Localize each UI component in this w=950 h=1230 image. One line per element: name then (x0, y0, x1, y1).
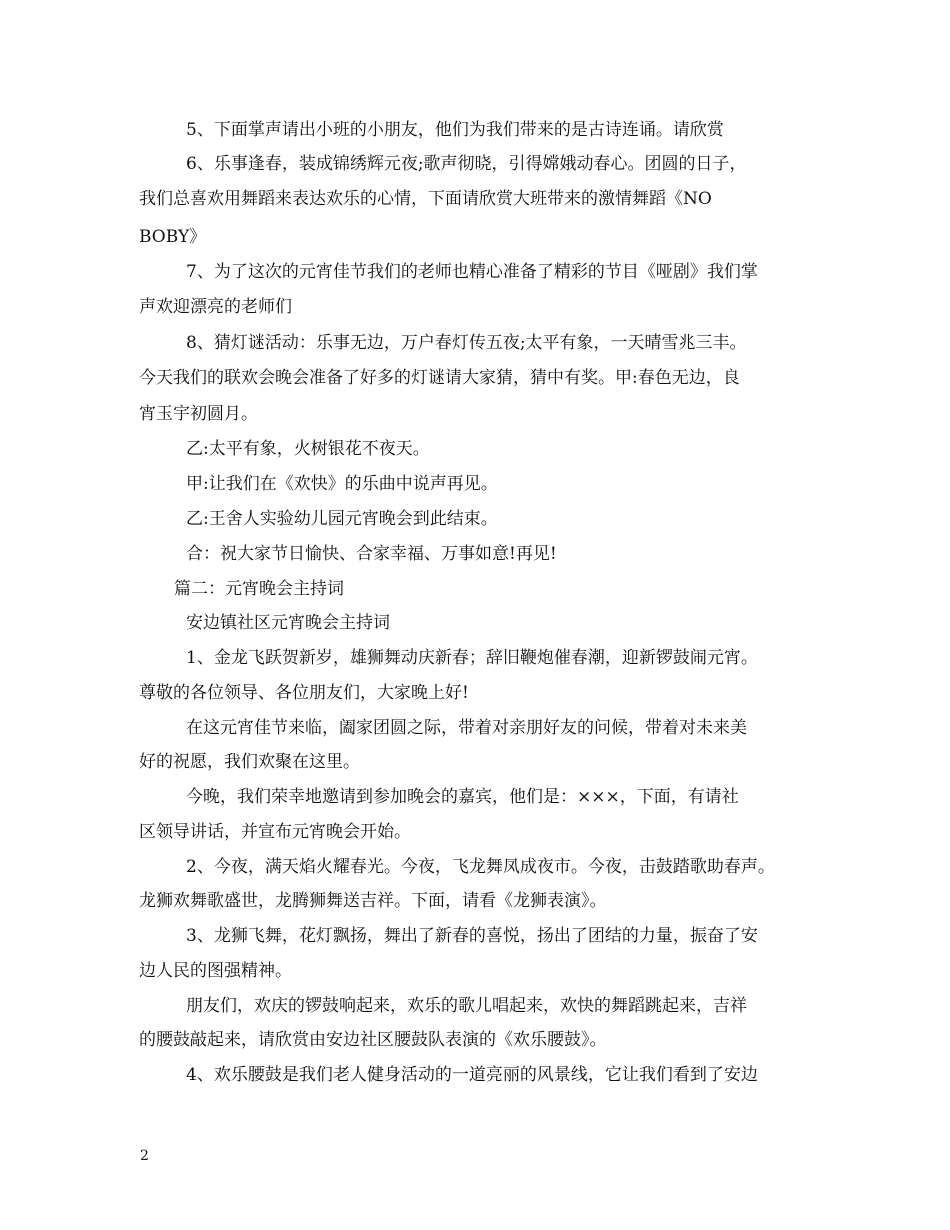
paragraph-line: 乙:太平有象，火树银花不夜天。 (186, 439, 430, 459)
paragraph-line: 甲:让我们在《欢快》的乐曲中说声再见。 (186, 474, 498, 494)
paragraph-line: 5、下面掌声请出小班的小朋友，他们为我们带来的是古诗连诵。请欣赏 (186, 120, 724, 140)
paragraph-line: 合：祝大家节日愉快、合家幸福、万事如意!再见! (186, 544, 557, 564)
paragraph-line: 3、龙狮飞舞，花灯飘扬，舞出了新春的喜悦，扬出了团结的力量，振奋了安 (186, 926, 758, 946)
paragraph-line: 的腰鼓敲起来，请欣赏由安边社区腰鼓队表演的《欢乐腰鼓》。 (139, 1030, 607, 1050)
paragraph-line: 龙狮欢舞歌盛世，龙腾狮舞送吉祥。下面，请看《龙狮表演》。 (139, 891, 607, 911)
paragraph-line: 朋友们，欢庆的锣鼓响起来，欢乐的歌儿唱起来，欢快的舞蹈跳起来，吉祥 (186, 996, 747, 1016)
paragraph-line: 今晚，我们荣幸地邀请到参加晚会的嘉宾，他们是：×××，下面，有请社 (186, 787, 739, 807)
paragraph-line: 声欢迎漂亮的老师们 (139, 297, 292, 317)
paragraph-line: 在这元宵佳节来临，阖家团圆之际，带着对亲朋好友的问候，带着对未来美 (186, 718, 747, 738)
paragraph-line: 今天我们的联欢会晚会准备了好多的灯谜请大家猜，猜中有奖。甲:春色无边，良 (139, 368, 740, 388)
section-heading: 篇二：元宵晚会主持词 (174, 579, 344, 599)
paragraph-line: 好的祝愿，我们欢聚在这里。 (139, 752, 360, 772)
paragraph-line: 尊敬的各位领导、各位朋友们，大家晚上好! (139, 683, 469, 703)
paragraph-line: 我们总喜欢用舞蹈来表达欢乐的心情，下面请欣赏大班带来的激情舞蹈《NO (139, 189, 712, 209)
paragraph-line: BOBY》 (139, 227, 207, 247)
paragraph-line: 边人民的图强精神。 (139, 961, 292, 981)
paragraph-line: 6、乐事逢春，装成锦绣辉元夜;歌声彻晓，引得嫦娥动春心。团圆的日子， (186, 154, 747, 174)
paragraph-line: 区领导讲话，并宣布元宵晚会开始。 (139, 822, 411, 842)
paragraph-line: 2、今夜，满天焰火耀春光。今夜，飞龙舞凤成夜市。今夜，击鼓踏歌助春声。 (186, 857, 775, 877)
paragraph-line: 1、金龙飞跃贺新岁，雄狮舞动庆新春；辞旧鞭炮催春潮，迎新锣鼓闹元宵。 (186, 648, 758, 668)
subtitle-line: 安边镇社区元宵晚会主持词 (186, 613, 390, 633)
paragraph-line: 8、猜灯谜活动：乐事无边，万户春灯传五夜;太平有象，一天晴雪兆三丰。 (186, 333, 747, 353)
paragraph-line: 乙:王舍人实验幼儿园元宵晚会到此结束。 (186, 509, 498, 529)
paragraph-line: 宵玉宇初圆月。 (139, 404, 258, 424)
page-number: 2 (140, 1148, 149, 1164)
paragraph-line: 4、欢乐腰鼓是我们老人健身活动的一道亮丽的风景线，它让我们看到了安边 (186, 1065, 758, 1085)
paragraph-line: 7、为了这次的元宵佳节我们的老师也精心准备了精彩的节目《哑剧》我们掌 (186, 262, 758, 282)
